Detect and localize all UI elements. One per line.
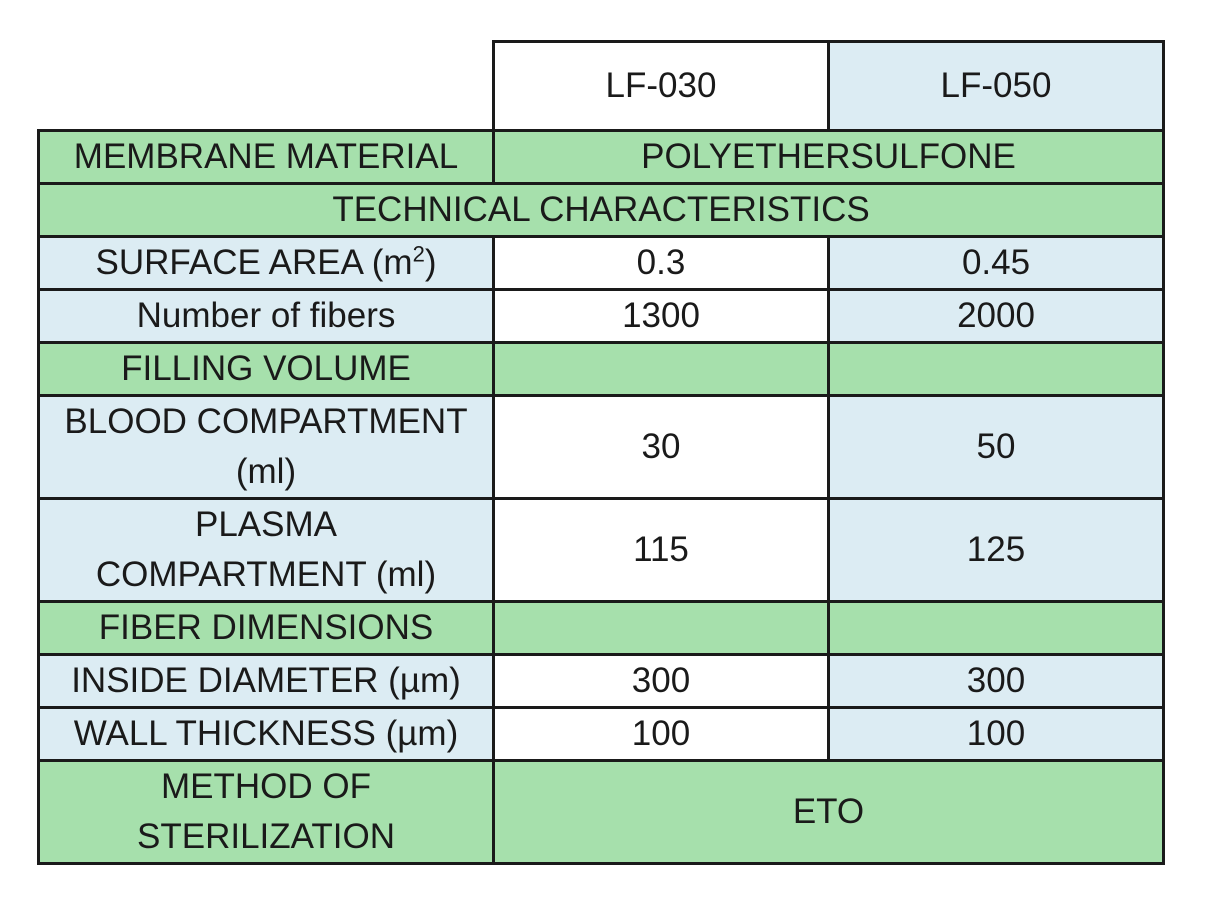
filling-volume-row xyxy=(39,343,1164,396)
empty-corner-cell xyxy=(39,42,494,131)
number-of-fibers-lf-050: 2000 xyxy=(829,290,1164,343)
sterilization-label-line2: STERILIZATION xyxy=(137,817,395,856)
plasma-compartment-label-line1: PLASMA xyxy=(195,505,337,544)
technical-characteristics-heading: TECHNICAL CHARACTERISTICS xyxy=(39,184,1164,237)
fiber-dimensions-empty-lf-050 xyxy=(829,602,1164,655)
filling-volume-heading: FILLING VOLUME xyxy=(39,343,494,396)
header-lf-050: LF-050 xyxy=(829,42,1164,131)
sterilization-row xyxy=(39,761,1164,864)
inside-diameter-lf-050: 300 xyxy=(829,655,1164,708)
surface-area-row xyxy=(39,237,1164,290)
blood-compartment-label-line1: BLOOD COMPARTMENT xyxy=(64,402,468,441)
membrane-material-label: MEMBRANE MATERIAL xyxy=(39,131,494,184)
surface-area-label xyxy=(39,237,494,290)
surface-area-lf-030: 0.3 xyxy=(494,237,829,290)
membrane-material-row xyxy=(39,131,1164,184)
fiber-dimensions-empty-lf-030 xyxy=(494,602,829,655)
inside-diameter-row xyxy=(39,655,1164,708)
wall-thickness-lf-050: 100 xyxy=(829,708,1164,761)
membrane-material-value: POLYETHERSULFONE xyxy=(494,131,1164,184)
filling-volume-empty-lf-030 xyxy=(494,343,829,396)
blood-compartment-label-line2: (ml) xyxy=(235,452,297,491)
blood-compartment-lf-050: 50 xyxy=(829,396,1164,499)
number-of-fibers-row xyxy=(39,290,1164,343)
wall-thickness-lf-030: 100 xyxy=(494,708,829,761)
surface-area-lf-050: 0.45 xyxy=(829,237,1164,290)
wall-thickness-row xyxy=(39,708,1164,761)
sterilization-label-line1: METHOD OF xyxy=(161,767,371,806)
sterilization-value: ETO xyxy=(494,761,1164,864)
technical-characteristics-row xyxy=(39,184,1164,237)
plasma-compartment-row xyxy=(39,499,1164,602)
plasma-compartment-lf-030: 115 xyxy=(494,499,829,602)
filling-volume-empty-lf-050 xyxy=(829,343,1164,396)
plasma-compartment-label xyxy=(39,499,494,602)
plasma-compartment-lf-050: 125 xyxy=(829,499,1164,602)
blood-compartment-label xyxy=(39,396,494,499)
sterilization-label xyxy=(39,761,494,864)
blood-compartment-lf-030: 30 xyxy=(494,396,829,499)
wall-thickness-label: WALL THICKNESS (µm) xyxy=(39,708,494,761)
inside-diameter-label: INSIDE DIAMETER (µm) xyxy=(39,655,494,708)
number-of-fibers-label: Number of fibers xyxy=(39,290,494,343)
surface-area-label-prefix: SURFACE AREA (m xyxy=(95,243,413,282)
surface-area-label-suffix: ) xyxy=(424,243,437,282)
surface-area-label-exponent: 2 xyxy=(412,241,425,267)
number-of-fibers-lf-030: 1300 xyxy=(494,290,829,343)
spec-table xyxy=(37,40,1165,865)
fiber-dimensions-row xyxy=(39,602,1164,655)
inside-diameter-lf-030: 300 xyxy=(494,655,829,708)
header-row xyxy=(39,42,1164,131)
blood-compartment-row xyxy=(39,396,1164,499)
header-lf-030: LF-030 xyxy=(494,42,829,131)
plasma-compartment-label-line2: COMPARTMENT (ml) xyxy=(95,555,437,594)
fiber-dimensions-heading: FIBER DIMENSIONS xyxy=(39,602,494,655)
